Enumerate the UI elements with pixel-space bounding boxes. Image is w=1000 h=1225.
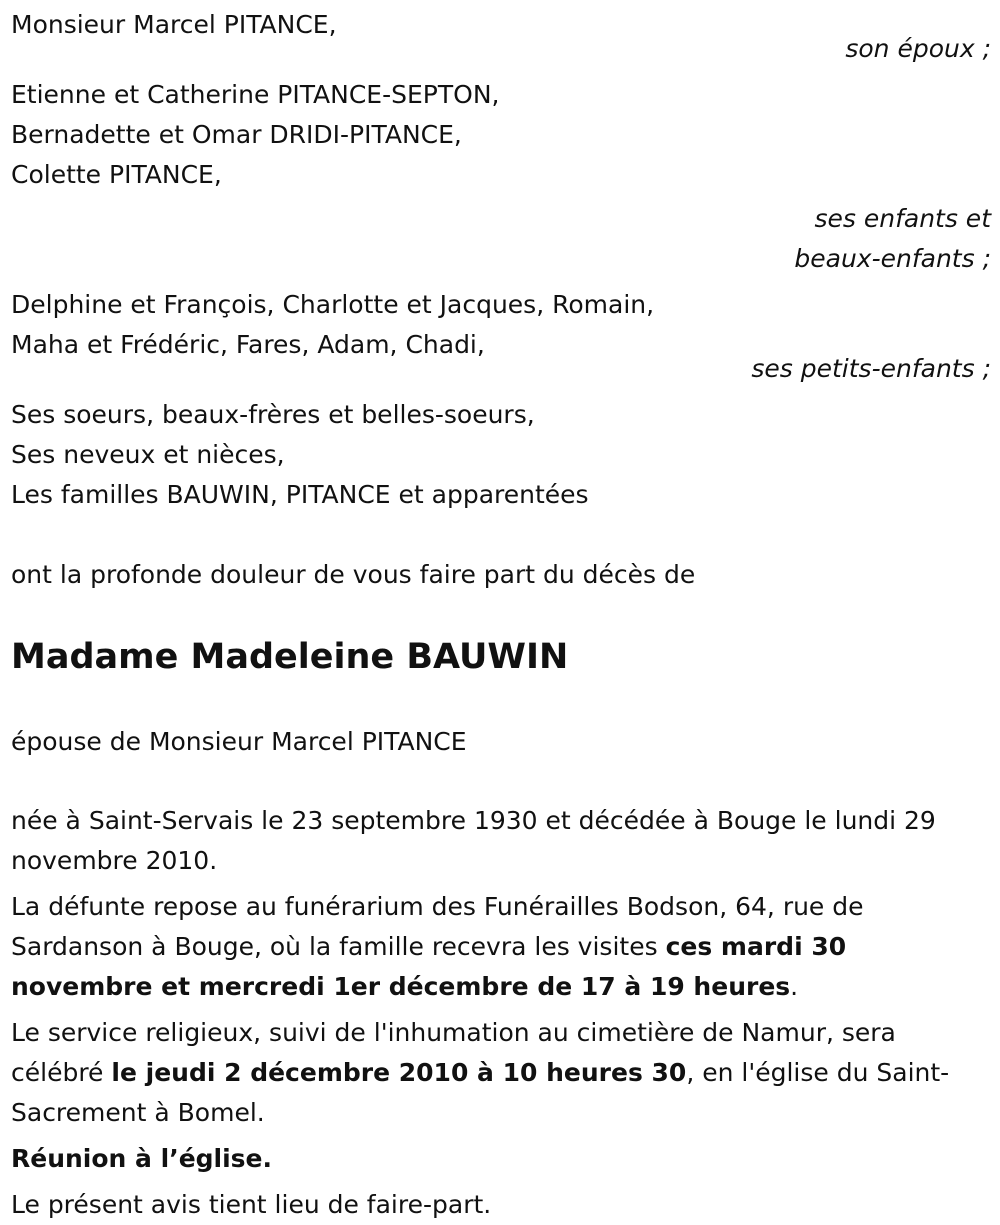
closing-note: Le présent avis tient lieu de faire-part. [11,1190,492,1219]
death-notice [11,5,991,1225]
service-date: le jeudi 2 décembre 2010 à 10 heures 30 [111,1058,687,1087]
announcement: ont la profonde douleur de vous faire part du décès de [11,560,696,589]
relatives-line: Les familles BAUWIN, PITANCE et apparentées [11,480,589,509]
child-name: Colette PITANCE, [11,160,222,189]
relatives-line: Ses soeurs, beaux-frères et belles-soeurs, [11,400,535,429]
grandchild-names: Maha et Frédéric, Fares, Adam, Chadi, [11,330,485,359]
spacer [11,595,991,637]
birth-death-paragraph: née à Saint-Servais le 23 septembre 1930 et décédée à Bouge le lundi 29 novembre 2010. [11,806,936,875]
grandchild-names: Delphine et François, Charlotte et Jacques, Romain, [11,290,655,319]
deceased-name: Madame Madeleine BAUWIN [11,637,569,677]
meeting-text: Réunion à l’église. [11,1144,273,1173]
children-role-line1: ses enfants et [814,204,991,233]
children-role-line2: beaux-enfants ; [794,244,991,273]
spacer [11,515,991,555]
service-paragraph [11,1013,991,1133]
child-name: Etienne et Catherine PITANCE-SEPTON, [11,80,500,109]
spacer [11,677,991,722]
grandchildren-role: ses petits-enfants ; [751,354,991,383]
visitation-dates: ces mardi 30 novembre et mercredi 1er décembre de 17 à 19 heures [11,932,847,1001]
relatives-line: Ses neveux et nièces, [11,440,285,469]
husband-role: son époux ; [845,34,991,63]
service-text: Le service religieux, suivi de l'inhumation au cimetière de Namur, sera célébré [11,1018,896,1087]
meeting-note [11,1139,991,1179]
spouse-line: épouse de Monsieur Marcel PITANCE [11,727,467,756]
visitation-text: La défunte repose au funérarium des Funérailles Bodson, 64, rue de Sardanson à Bouge, où la famille recevra les visites [11,892,864,961]
husband-name: Monsieur Marcel PITANCE, [11,10,337,39]
visitation-paragraph [11,887,991,1007]
spacer [11,762,991,801]
visitation-end: . [790,972,799,1001]
service-location: , en l'église du Saint-Sacrement à Bomel. [11,1058,950,1127]
child-name: Bernadette et Omar DRIDI-PITANCE, [11,120,462,149]
